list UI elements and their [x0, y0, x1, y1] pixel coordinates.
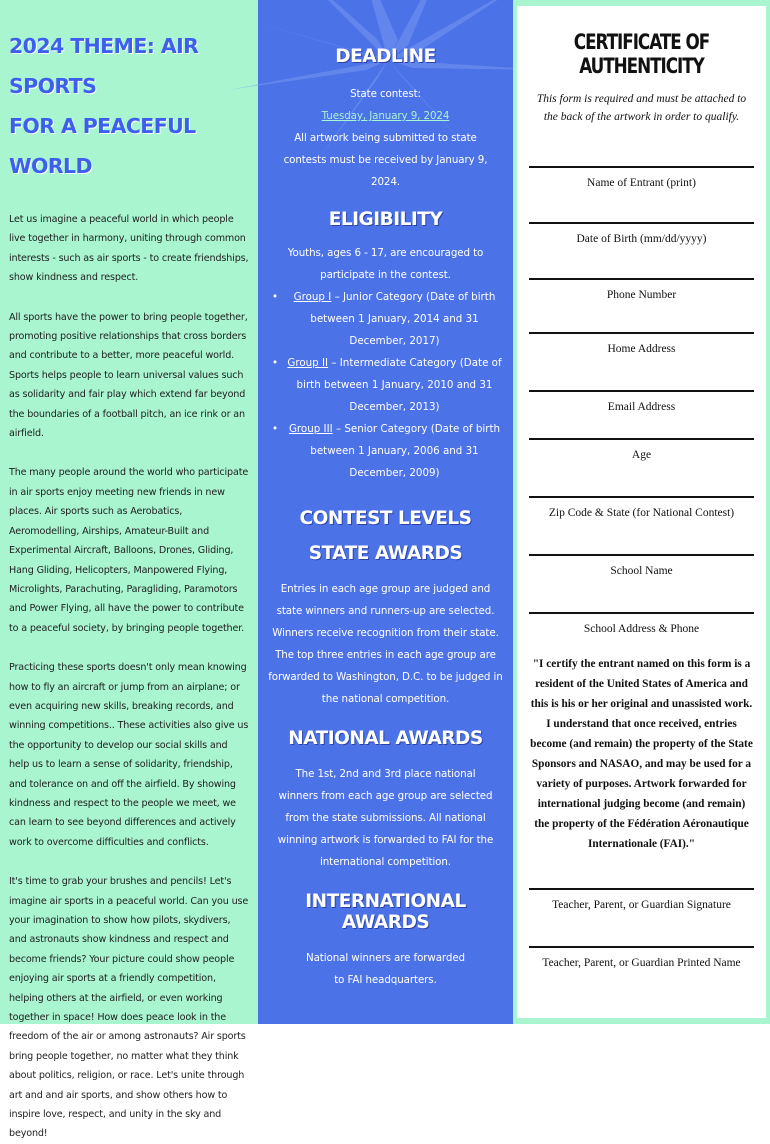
contest-info-column: [258, 0, 513, 1024]
email-address-line[interactable]: [529, 390, 754, 392]
theme-column: [0, 0, 258, 1140]
field-label: Home Address: [607, 343, 676, 355]
field-label: Phone Number: [606, 289, 677, 301]
national-awards-heading: NATIONAL AWARDS: [288, 728, 483, 749]
phone-number-line[interactable]: [529, 278, 754, 280]
eligibility-group-list: [264, 286, 507, 484]
field-label: Teacher, Parent, or Guardian Signature: [552, 899, 731, 911]
certificate-column: [513, 0, 770, 1024]
age-field[interactable]: [529, 438, 754, 462]
theme-paragraph: Let us imagine a peaceful world in which people live together in harmony, uniting through common interests - such as air sports - to create friendships, show kindness and respect.: [9, 214, 249, 284]
field-label: Email Address: [607, 401, 676, 413]
certification-statement: "I certify the entrant named on this form is a resident of the United States of America and this is his or her original and unassisted work. I understand that once received, entries become (and remain) the property of the State Sponsors and NASAO, and may be used for a variety of purposes. Artwork forwarded for international judging become (and remain) the property of the Fédération Aéronautique Internationale (FAI).": [530, 658, 753, 850]
deadline-heading: DEADLINE: [335, 46, 436, 67]
group-name: Group I: [293, 291, 332, 303]
state-awards-text: Entries in each age group are judged and state winners and runners-up are selected. Winners receive recognition from their state. The top three entries in each age group are forwarded to Washington, D.C. to be judged in the national competition.: [268, 583, 503, 705]
signature-line[interactable]: [529, 888, 754, 890]
list-item: [264, 418, 507, 484]
theme-title-line2: FOR A PEACEFUL WORLD: [9, 114, 196, 178]
certificate-intro: This form is required and must be attached to the back of the artwork in order to qualify.: [536, 93, 747, 123]
theme-paragraph: Practicing these sports doesn't only mean knowing how to fly an aircraft or jump from an airplane; or even acquiring new skills, breaking records, and winning competitions.. These activities also give us the opportunity to develop our social skills and help us to learn a sense of solidarity, friendship, and tolerance on and off the airfield. By showing kindness and respect to the people we meet, we can learn to see beyond differences and actively work to overcome difficulties and conflicts.: [9, 662, 249, 848]
field-label: Zip Code & State (for National Contest): [548, 507, 735, 519]
date-of-birth-line[interactable]: [529, 222, 754, 224]
date-of-birth-field[interactable]: [529, 222, 754, 246]
contest-levels-heading: CONTEST LEVELS: [299, 508, 472, 529]
group-name: Group II: [287, 357, 329, 369]
bullet-icon: •: [272, 423, 279, 435]
school-name-field[interactable]: [529, 554, 754, 578]
national-awards-text: The 1st, 2nd and 3rd place national winners from each age group are selected from the state submissions. All national winning artwork is forwarded to FAI for the international competition.: [277, 768, 494, 868]
theme-title-line1: 2024 THEME: AIR SPORTS: [9, 34, 199, 98]
home-address-line[interactable]: [529, 332, 754, 334]
field-label: School Address & Phone: [583, 623, 700, 635]
theme-paragraph: All sports have the power to bring people together, promoting positive relationships that cross borders and contribute to a better, more peaceful world. Sports helps people to learn universal values such as solidarity and fair play which extend far beyond the boundaries of a football pitch, an ice rink or an airfield.: [9, 311, 248, 440]
school-address-line[interactable]: [529, 612, 754, 614]
signature-field[interactable]: [529, 888, 754, 912]
printed-name-line[interactable]: [529, 946, 754, 948]
school-name-line[interactable]: [529, 554, 754, 556]
entrant-name-line[interactable]: [529, 166, 754, 168]
deadline-date-link[interactable]: [264, 105, 507, 127]
eligibility-text: Youths, ages 6 - 17, are encouraged to participate in the contest.: [287, 247, 484, 281]
certificate-panel: [517, 6, 766, 1018]
deadline-date[interactable]: Tuesday, January 9, 2024: [321, 110, 450, 122]
field-label: Date of Birth (mm/dd/yyyy): [576, 233, 707, 245]
state-contest-label: State contest:: [350, 88, 421, 100]
theme-title: [9, 26, 250, 186]
theme-paragraph: The many people around the world who participate in air sports enjoy meeting new friends in new places. Air sports such as Aerobatics, Aeromodelling, Airships, Amateur-Built and Experimental Aircraft, Balloons, Drones, Gliding, Hang Gliding, Helicopters, Manpowered Flying, Microlights, Parachuting, Paragliding, Paramotors and Power Flying, all have the power to contribute to a peaceful society, by bringing people together.: [9, 467, 249, 634]
group-text: – Junior Category (Date of birth between 1 January, 2014 and 31 December, 2017): [310, 291, 496, 347]
bullet-icon: •: [272, 357, 279, 369]
email-address-field[interactable]: [529, 390, 754, 414]
list-item: [264, 286, 507, 352]
printed-name-field[interactable]: [529, 946, 754, 970]
field-label: Name of Entrant (print): [587, 177, 696, 189]
home-address-field[interactable]: [529, 332, 754, 356]
age-line[interactable]: [529, 438, 754, 440]
international-awards-heading: INTERNATIONAL AWARDS: [305, 891, 466, 933]
state-awards-heading: STATE AWARDS: [308, 543, 463, 564]
field-label: Age: [631, 449, 652, 461]
deadline-text: All artwork being submitted to state contests must be received by January 9, 2024.: [283, 132, 488, 188]
bullet-icon: •: [272, 291, 279, 303]
zip-state-line[interactable]: [529, 496, 754, 498]
phone-number-field[interactable]: [529, 278, 754, 302]
entrant-name-field[interactable]: [529, 166, 754, 190]
group-text: – Intermediate Category (Date of birth between 1 January, 2010 and 31 December, 2013): [296, 357, 502, 413]
field-label: School Name: [610, 565, 673, 577]
field-label: Teacher, Parent, or Guardian Printed Name: [542, 957, 741, 969]
international-awards-text: National winners are forwarded to FAI headquarters.: [306, 952, 465, 986]
group-name: Group III: [288, 423, 333, 435]
zip-state-field[interactable]: [529, 496, 754, 520]
school-address-field[interactable]: [529, 612, 754, 636]
certificate-title: CERTIFICATE OF AUTHENTICITY: [573, 30, 710, 78]
list-item: [264, 352, 507, 418]
group-text: – Senior Category (Date of birth between 1 January, 2006 and 31 December, 2009): [310, 423, 501, 479]
eligibility-heading: ELIGIBILITY: [328, 209, 443, 230]
theme-paragraph: It's time to grab your brushes and pencils! Let's imagine air sports in a peaceful world. Can you use your imagination to show how pilots, skydivers, and astronauts show kindness and respect and become friends? Your picture could show people enjoying air sports at a friendly competition, helping others at the airfield, or even working together in space! How does peace look in the freedom of the air or among astronauts? Air sports bring people together, no matter what they think about politics, religion, or race. Let's unite through art and and air sports, and show others how to inspire love, respect, and unity in the sky and beyond!: [9, 876, 249, 1140]
